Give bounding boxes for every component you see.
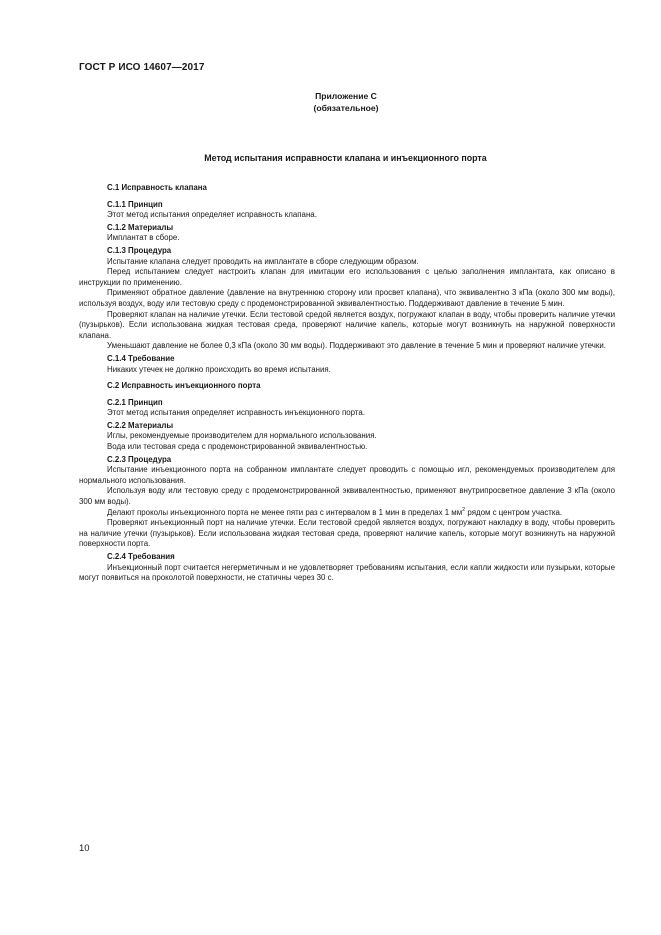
appendix-subtitle: (обязательное): [313, 103, 379, 113]
paragraph: Используя воду или тестовую среду с продемонстрированной эквивалентностью, применяют внутрипросветное давление 3 кПа (около 300 мм воды).: [79, 486, 615, 507]
document-body: [79, 183, 615, 584]
superscript: 2: [462, 506, 466, 513]
paragraph: Никаких утечек не должно происходить во время испытания.: [107, 364, 331, 374]
subsection-heading: С.1.4 Требование: [107, 353, 175, 363]
subsection-heading: С.1.1 Принцип: [107, 199, 163, 209]
subsection-heading: С.1.2 Материалы: [107, 222, 174, 232]
paragraph: Проверяют инъекционный порт на наличие утечки. Если тестовой средой является воздух, погружают накладку в воду, чтобы проверить на наличие утечки (пузырьков). Если использована жидкая тестовая среда, проверяют наличие капель, которые могут возникнуть на наружной поверхности порта.: [79, 518, 615, 549]
page-title: Метод испытания исправности клапана и инъекционного порта: [204, 153, 487, 163]
paragraph: Этот метод испытания определяет исправность клапана.: [107, 210, 317, 220]
subsection-heading: С.1.3 Процедура: [107, 245, 172, 255]
paragraph: [79, 508, 615, 519]
paragraph: Перед испытанием следует настроить клапан для имитации его использования с целью заполнения имплантата, как описано в инструкции по применению.: [79, 267, 615, 287]
paragraph: Уменьшают давление не более 0,3 кПа (около 30 мм воды). Поддерживают это давление в течение 5 мин и проверяют наличие утечки.: [107, 341, 606, 351]
paragraph: Испытание клапана следует проводить на имплантате в сборе следующим образом.: [107, 256, 419, 266]
subsection-heading: С.2.3 Процедура: [107, 454, 172, 464]
page-number: 10: [79, 843, 90, 854]
paragraph: Проверяют клапан на наличие утечки. Если тестовой средой является воздух, погружают клапан в воду, чтобы проверить наличие утечки (пузырьков). Если использована жидкая тестовая среда, проверяют наличие капель, которые могут возникнуть на наружной поверхности клапана.: [79, 309, 615, 340]
paragraph: Испытание инъекционного порта на собранном имплантате следует проводить с помощью игл, рекомендуемых производителем для нормального использования.: [79, 465, 615, 485]
section-heading: С.2 Исправность инъекционного порта: [107, 381, 261, 391]
section-heading: С.1 Исправность клапана: [107, 183, 207, 192]
appendix-title: Приложение С: [315, 91, 377, 101]
paragraph: Имплантат в сборе.: [107, 233, 180, 243]
paragraph: Этот метод испытания определяет исправность инъекционного порта.: [107, 408, 365, 418]
subsection-heading: С.2.2 Материалы: [107, 420, 174, 430]
paragraph: Применяют обратное давление (давление на внутреннюю сторону или просвет клапана), что эквивалентно 3 кПа (около 300 мм воды), используя воздух, воду или тестовую среду с продемонстрированной эквивалентностью. Поддерживают давление в течение 5 мин.: [79, 288, 615, 308]
paragraph: Инъекционный порт считается негерметичным и не удовлетворяет требованиям испытания, если капли жидкости или пузырьки, которые могут появиться на проколотой поверхности, не статичны через 30 с.: [79, 562, 615, 583]
paragraph: Иглы, рекомендуемые производителем для нормального использования.: [107, 431, 377, 441]
paragraph: Вода или тестовая среда с продемонстрированной эквивалентностью.: [107, 442, 368, 452]
text-run: Делают проколы инъекционного порта не менее пяти раз с интервалом в 1 мин в пределах 1 мм: [107, 507, 463, 517]
appendix-header: [0, 90, 661, 114]
text-run: рядом с центром участка.: [465, 507, 563, 517]
document-code: ГОСТ Р ИСО 14607—2017: [79, 62, 205, 73]
subsection-heading: С.2.1 Принцип: [107, 397, 163, 407]
subsection-heading: С.2.4 Требования: [107, 552, 175, 561]
